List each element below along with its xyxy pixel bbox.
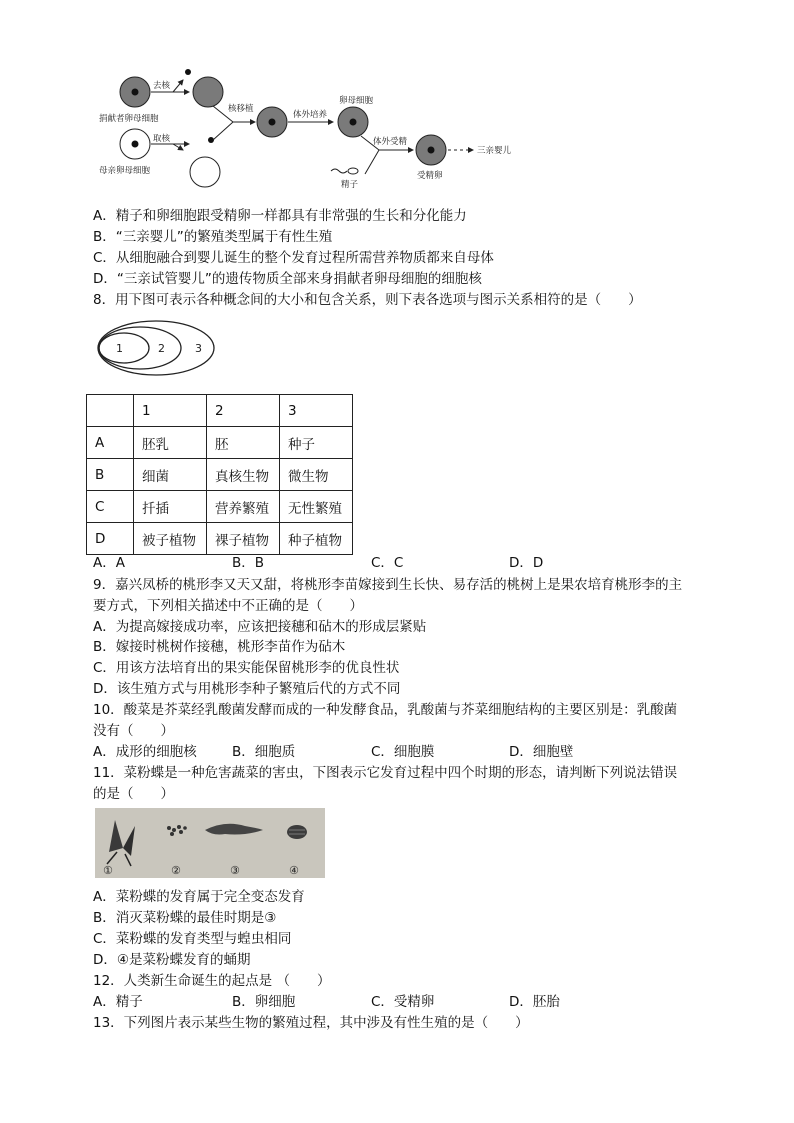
sperm-label: 精子 [341, 180, 359, 190]
photo-label-2: ② [171, 864, 181, 877]
table-cell: 营养繁殖 [207, 491, 280, 523]
q7-option-c: C．从细胞融合到婴儿诞生的整个发育过程所需营养物质都来自母体 [93, 250, 494, 266]
q11-option-a: A．菜粉蝶的发育属于完全变态发育 [93, 889, 305, 905]
table-cell: 无性繁殖 [280, 491, 353, 523]
q9-option-b: B．嫁接时桃树作接穗，桃形李苗作为砧木 [93, 639, 346, 655]
q7-option-a: A．精子和卵细胞跟受精卵一样都具有非常强的生长和分化能力 [93, 208, 467, 224]
mother-egg-cell [120, 129, 150, 159]
table-cell: 1 [134, 395, 207, 427]
q10-option-b: B．细胞质 [232, 744, 296, 760]
q10-stem-line1: 10．酸菜是芥菜经乳酸菌发酵而成的一种发酵食品，乳酸菌与芥菜细胞结构的主要区别是：乳酸菌 [93, 702, 678, 718]
q9-option-c: C．用该方法培育出的果实能保留桃形李的优良性状 [93, 660, 400, 676]
table-cell: 2 [207, 395, 280, 427]
photo-label-4: ④ [289, 864, 299, 877]
q12-option-b: B．卵细胞 [232, 994, 296, 1010]
table-cell: 胚 [207, 427, 280, 459]
in-vitro-culture-label: 体外培养 [293, 110, 328, 120]
table-cell: 胚乳 [134, 427, 207, 459]
table-row [87, 523, 353, 555]
q8-option-b: B．B [232, 555, 265, 571]
nuclear-transfer-label: 核移植 [228, 104, 254, 114]
table-cell: A [87, 427, 134, 459]
q11-option-b: B．消灭菜粉蝶的最佳时期是③ [93, 910, 277, 926]
q10-stem-line2: 没有（ ） [93, 723, 174, 739]
q9-stem-line1: 9．嘉兴凤桥的桃形李又天又甜，将桃形李苗嫁接到生长快、易存活的桃树上是果农培育桃形李的主 [93, 577, 683, 593]
oocyte-label: 卵母细胞 [339, 96, 374, 106]
photo-label-3: ③ [230, 864, 240, 877]
q12-option-c: C．受精卵 [371, 994, 435, 1010]
q8-option-a: A．A [93, 555, 125, 571]
q7-option-b: B．“三亲婴儿”的繁殖类型属于有性生殖 [93, 229, 333, 245]
table-cell: C [87, 491, 134, 523]
q9-option-d: D．该生殖方式与用桃形李种子繁殖后代的方式不同 [93, 681, 401, 697]
cultured-oocyte [338, 107, 368, 137]
table-cell: 细菌 [134, 459, 207, 491]
q10-option-a: A．成形的细胞核 [93, 744, 197, 760]
q11-option-c: C．菜粉蝶的发育类型与蝗虫相同 [93, 931, 292, 947]
table-cell [87, 395, 134, 427]
reconstructed-egg [257, 107, 287, 137]
q7-option-d: D．“三亲试管婴儿”的遗传物质全部来身捐献者卵母细胞的细胞核 [93, 271, 482, 287]
mother-egg-label: 母亲卵母细胞 [99, 166, 151, 176]
q11-option-d: D．④是菜粉蝶发育的蛹期 [93, 952, 251, 968]
butterfly-life-cycle-photo [95, 808, 325, 878]
q12-option-a: A．精子 [93, 994, 143, 1010]
pupa-icon [287, 825, 307, 839]
eggs-icon [167, 825, 187, 836]
table-cell: 种子植物 [280, 523, 353, 555]
three-parent-baby-diagram [95, 62, 535, 194]
q13-stem: 13．下列图片表示某些生物的繁殖过程，其中涉及有性生殖的是（ ） [93, 1015, 529, 1031]
q9-stem-line2: 要方式，下列相关描述中不正确的是（ ） [93, 598, 363, 614]
larva-icon [205, 824, 263, 835]
ellipse-label-1: 1 [116, 342, 123, 355]
q10-option-d: D．细胞壁 [509, 744, 574, 760]
zygote-label: 受精卵 [417, 171, 443, 181]
q11-stem-line1: 11．菜粉蝶是一种危害蔬菜的害虫，下图表示它发育过程中四个时期的形态，请判断下列说法错误 [93, 765, 678, 781]
table-cell: 微生物 [280, 459, 353, 491]
table-cell: 种子 [280, 427, 353, 459]
table-header-row [87, 395, 353, 427]
table-cell: 被子植物 [134, 523, 207, 555]
enucleated-mother-egg [190, 157, 220, 187]
ivf-label: 体外受精 [373, 137, 408, 147]
q12-option-d: D．胚胎 [509, 994, 560, 1010]
table-cell: 真核生物 [207, 459, 280, 491]
baby-label: 三亲婴儿 [477, 146, 512, 156]
table-row [87, 491, 353, 523]
q8-table [86, 394, 353, 555]
sperm-icon [331, 168, 358, 174]
nested-ellipses-diagram [96, 318, 220, 378]
q10-option-c: C．细胞膜 [371, 744, 435, 760]
q8-option-c: C．C [371, 555, 404, 571]
photo-label-1: ① [103, 864, 113, 877]
donor-egg-label: 捐献者卵母细胞 [99, 114, 159, 124]
take-nucleus-label: 取核 [153, 134, 171, 144]
table-cell: 扦插 [134, 491, 207, 523]
ellipse-label-2: 2 [158, 342, 165, 355]
table-cell: D [87, 523, 134, 555]
table-cell: 3 [280, 395, 353, 427]
table-row [87, 459, 353, 491]
q9-option-a: A．为提高嫁接成功率，应该把接穗和砧木的形成层紧贴 [93, 619, 427, 635]
zygote [416, 135, 446, 165]
remove-nucleus-label: 去核 [153, 81, 171, 91]
butterfly-icon [107, 820, 135, 866]
table-cell: B [87, 459, 134, 491]
table-row [87, 427, 353, 459]
q8-stem: 8．用下图可表示各种概念间的大小和包含关系，则下表各选项与图示关系相符的是（ ） [93, 292, 642, 308]
q11-stem-line2: 的是（ ） [93, 786, 174, 802]
q12-stem: 12．人类新生命诞生的起点是 （ ） [93, 973, 331, 989]
donor-egg-cell [120, 77, 150, 107]
ellipse-label-3: 3 [195, 342, 202, 355]
q8-option-d: D．D [509, 555, 544, 571]
enucleated-donor-egg [193, 77, 223, 107]
table-cell: 裸子植物 [207, 523, 280, 555]
